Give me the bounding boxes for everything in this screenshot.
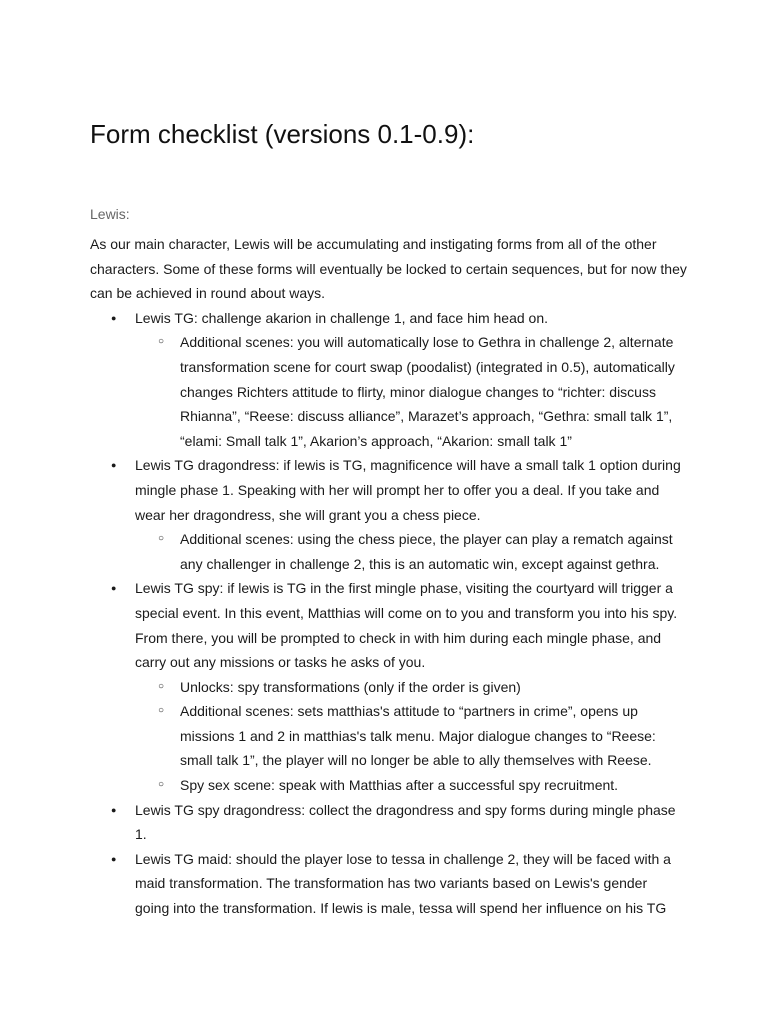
sub-list-item — [135, 330, 690, 453]
sub-list-item-text: ○ Unlocks: spy transformations (only if the order is given) — [180, 678, 521, 695]
list-item-text: ● Lewis TG maid: should the player lose to tessa in challenge 2, they will be faced with a maid transformation. The transformation has two variants based on Lewis's gender going into the transformation. If lewis is male, tessa will spend her influence on his TG — [135, 850, 671, 917]
sub-list-item — [135, 675, 690, 700]
list-item-text: ● Lewis TG: challenge akarion in challenge 1, and face him head on. — [135, 309, 549, 326]
list-item-lewis-tg-spy — [90, 576, 690, 797]
list-item-text: ● Lewis TG spy dragondress: collect the dragondress and spy forms during mingle phase 1. — [135, 801, 676, 843]
sub-list-item-text: ○ Additional scenes: using the chess piece, the player can play a rematch against any challenger in challenge 2, this is an automatic win, except against gethra. — [180, 531, 673, 572]
forms-list — [90, 306, 690, 921]
document-body — [90, 232, 690, 921]
sub-list-item-text: ○ Additional scenes: sets matthias's attitude to “partners in crime”, opens up missions 1 and 2 in matthias's talk menu. Major dialogue changes to “Reese: small talk 1”, the player will no longer be able to ally themselves with Reese. — [180, 703, 656, 769]
page-title: Form checklist (versions 0.1-0.9): — [90, 119, 475, 149]
sub-list — [135, 330, 690, 453]
sub-list-item — [135, 527, 690, 576]
sub-list-item — [135, 699, 690, 773]
list-item-lewis-tg-dragondress — [90, 453, 690, 576]
sub-list-item-text: ○ Spy sex scene: speak with Matthias after a successful spy recruitment. — [180, 777, 619, 794]
sub-list — [135, 527, 690, 576]
sub-list — [135, 675, 690, 798]
list-item-lewis-tg-spy-dragondress — [90, 798, 690, 847]
list-item-lewis-tg — [90, 306, 690, 454]
section-heading-lewis: Lewis: — [90, 206, 130, 222]
sub-list-item-text: ○ Additional scenes: you will automatically lose to Gethra in challenge 2, alternate transformation scene for court swap (poodalist) (integrated in 0.5), automatically changes Richters attitude to flirty, minor dialogue changes to “richter: discuss Rhianna”, “Reese: discuss alliance”, Marazet’s approach, “Gethra: small talk 1”, “elami: Small talk 1”, Akarion’s approach, “Akarion: small talk 1” — [180, 334, 675, 449]
list-item-lewis-tg-maid — [90, 847, 690, 921]
intro-paragraph: As our main character, Lewis will be accumulating and instigating forms from all of the other characters. Some of these forms will eventually be locked to certain sequences, but for now they can be achieved in round about ways. — [90, 236, 687, 302]
sub-list-item — [135, 773, 690, 798]
list-item-text: ● Lewis TG dragondress: if lewis is TG, magnificence will have a small talk 1 option during mingle phase 1. Speaking with her will prompt her to offer you a deal. If you take and wear her dragondress, she will grant you a chess piece. — [135, 457, 681, 523]
list-item-text: ● Lewis TG spy: if lewis is TG in the first mingle phase, visiting the courtyard will trigger a special event. In this event, Matthias will come on to you and transform you into his spy. From there, you will be prompted to check in with him during each mingle phase, and carry out any missions or tasks he asks of you. — [135, 580, 678, 671]
